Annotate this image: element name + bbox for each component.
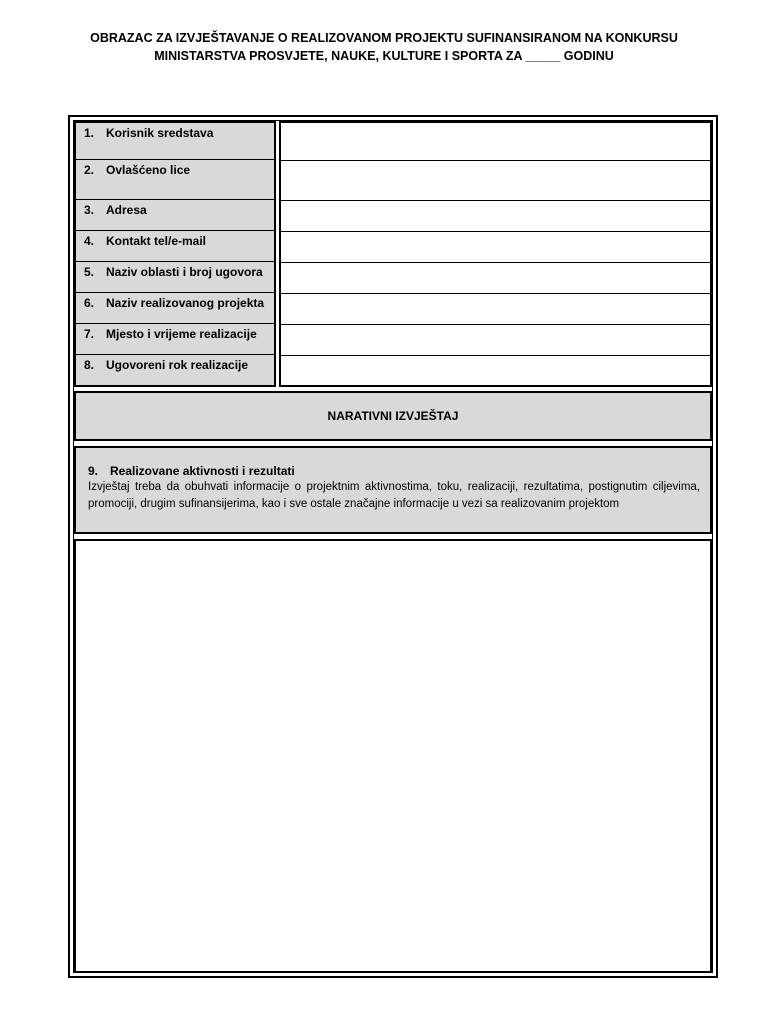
field-number: 6. xyxy=(84,296,95,310)
section-9-answer-box[interactable] xyxy=(74,539,712,973)
field-label-text: Adresa xyxy=(106,203,147,217)
field-input-korisnik-sredstava[interactable] xyxy=(281,123,710,161)
field-label-2 xyxy=(76,160,274,200)
field-number: 5. xyxy=(84,265,95,279)
form-title-line-1: OBRAZAC ZA IZVJEŠTAVANJE O REALIZOVANOM PROJEKTU SUFINANSIRANOM NA KONKURSU xyxy=(90,31,678,45)
field-values-column xyxy=(279,121,712,387)
field-input-kontakt[interactable] xyxy=(281,231,710,263)
field-label-8 xyxy=(76,355,274,385)
form-title-line-2: MINISTARSTVA PROSVJETE, NAUKE, KULTURE I SPORTA ZA _____ GODINU xyxy=(154,49,614,63)
section-9-header xyxy=(74,446,712,534)
field-number: 2. xyxy=(84,163,95,177)
field-label-1 xyxy=(76,123,274,160)
section-9-number: 9. xyxy=(88,464,99,478)
field-label-6 xyxy=(76,293,274,324)
field-input-ovlasceno-lice[interactable] xyxy=(281,160,710,201)
form-title xyxy=(0,29,768,65)
field-number: 8. xyxy=(84,358,95,372)
field-label-text: Naziv realizovanog projekta xyxy=(106,296,265,310)
field-input-naziv-projekta[interactable] xyxy=(281,293,710,325)
field-label-text: Ovlašćeno lice xyxy=(106,163,191,177)
field-number: 4. xyxy=(84,234,95,248)
section-9-title: Realizovane aktivnosti i rezultati xyxy=(110,464,295,478)
field-label-text: Mjesto i vrijeme realizacije xyxy=(106,327,257,341)
field-label-5 xyxy=(76,262,274,293)
field-input-naziv-oblasti[interactable] xyxy=(281,262,710,294)
field-label-3 xyxy=(76,200,274,231)
field-number: 1. xyxy=(84,126,95,140)
narrative-report-title: NARATIVNI IZVJEŠTAJ xyxy=(327,409,459,423)
section-9-title-row xyxy=(88,464,700,479)
field-input-adresa[interactable] xyxy=(281,200,710,232)
field-label-text: Naziv oblasti i broj ugovora xyxy=(106,265,263,279)
field-label-4 xyxy=(76,231,274,262)
field-labels-column xyxy=(74,121,276,387)
field-number: 3. xyxy=(84,203,95,217)
field-label-text: Korisnik sredstava xyxy=(106,126,214,140)
section-9-description: Izvještaj treba da obuhvati informacije o projektnim aktivnostima, toku, realizaciji, rezultatima, postignutim ciljevima, promociji, drugim sufinansijerima, kao i sve ostale značajne informacije u vezi sa realizovanim projektom xyxy=(88,481,700,510)
field-input-rok-realizacije[interactable] xyxy=(281,355,710,385)
field-number: 7. xyxy=(84,327,95,341)
field-input-mjesto-vrijeme[interactable] xyxy=(281,324,710,356)
narrative-report-header xyxy=(74,391,712,441)
field-label-text: Ugovoreni rok realizacije xyxy=(106,358,249,372)
field-label-text: Kontakt tel/e-mail xyxy=(106,234,207,248)
field-label-7 xyxy=(76,324,274,355)
